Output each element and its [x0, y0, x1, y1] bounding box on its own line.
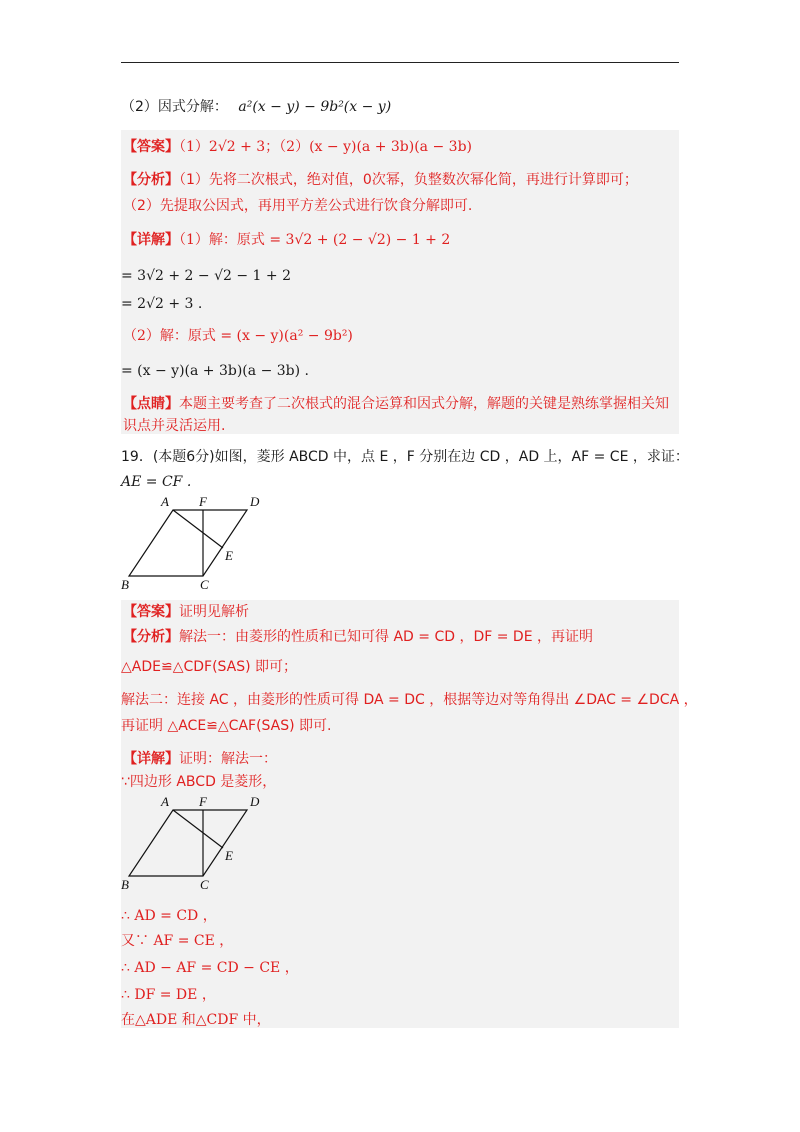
- q2-line: [121, 97, 391, 117]
- analysis-2-text4: 再证明 △ACE≌△CAF(SAS) 即可.: [121, 718, 332, 734]
- analysis-1-tag: 【分析】: [123, 172, 179, 188]
- comment-1-tag: 【点睛】: [123, 396, 179, 412]
- label-b-2: B: [121, 877, 129, 892]
- answer-2-line: [123, 602, 249, 622]
- answer-2-text: 证明见解析: [179, 604, 249, 620]
- detail-2-text2: ∵四边形 ABCD 是菱形，: [121, 774, 277, 790]
- q2-expression: a²(x − y) − 9b²(x − y): [238, 99, 392, 115]
- detail-1-text3: = 2√2 + 3 .: [121, 296, 203, 312]
- label-e: E: [225, 548, 233, 563]
- label-a: A: [161, 494, 169, 509]
- detail-2-line1: [123, 749, 277, 769]
- analysis-2-line1: [123, 627, 593, 647]
- label-a-2: A: [161, 794, 169, 809]
- detail-1-text5: = (x − y)(a + 3b)(a − 3b) .: [121, 363, 309, 379]
- comment-1-text2: 识点并灵活运用.: [123, 418, 226, 434]
- label-e-2: E: [225, 848, 233, 863]
- comment-1-text1: 本题主要考查了二次根式的混合运算和因式分解，解题的关键是熟练掌握相关知: [179, 396, 669, 412]
- analysis-1-text2: （2）先提取公因式，再用平方差公式进行饮食分解即可.: [123, 198, 473, 214]
- answer-2-tag: 【答案】: [123, 604, 179, 620]
- label-d-2: D: [250, 794, 260, 809]
- label-f: F: [199, 494, 207, 509]
- analysis-2-text2: △ADE≌△CDF(SAS) 即可；: [121, 659, 298, 675]
- label-d: D: [250, 494, 260, 509]
- detail-1-text2: = 3√2 + 2 − √2 − 1 + 2: [121, 268, 291, 284]
- answer-1-line: [123, 137, 472, 157]
- rhombus-abcd: [129, 510, 247, 576]
- detail-2-tag: 【详解】: [123, 751, 179, 767]
- detail-1-line1: [123, 230, 450, 250]
- q19-line2: AE = CF .: [121, 474, 192, 490]
- rhombus-abcd-2: [129, 810, 247, 876]
- segment-ae-2: [173, 810, 223, 848]
- comment-1-line1: [123, 394, 669, 414]
- answer-1-text: （1）2√2 + 3；（2）(x − y)(a + 3b)(a − 3b): [179, 139, 472, 155]
- detail-1-text4: （2）解：原式 = (x − y)(a² − 9b²): [123, 328, 353, 344]
- detail-2-text4: 又∵ AF = CE ，: [121, 933, 234, 949]
- detail-2-text6: ∴ DF = DE ，: [121, 987, 216, 1003]
- analysis-1-text1: （1）先将二次根式，绝对值，0次幂，负整数次幂化简，再进行计算即可；: [179, 172, 638, 188]
- q2-label: （2）因式分解：: [121, 99, 228, 115]
- header-rule: [121, 62, 679, 63]
- detail-2-text5: ∴ AD − AF = CD − CE ，: [121, 960, 299, 976]
- answer-1-tag: 【答案】: [123, 139, 179, 155]
- label-f-2: F: [199, 794, 207, 809]
- detail-1-tag: 【详解】: [123, 232, 179, 248]
- detail-2-text1: 证明：解法一：: [179, 751, 277, 767]
- analysis-1-line1: [123, 170, 638, 190]
- rhombus-figure-2: [115, 792, 275, 894]
- q19-line1: 19．(本题6分)如图，菱形 ABCD 中，点 E ，F 分别在边 CD ，AD 上，AF = CE ，求证：: [121, 449, 689, 465]
- label-c-2: C: [200, 877, 209, 892]
- detail-2-text7: 在△ADE 和△CDF 中，: [121, 1012, 271, 1028]
- detail-2-text3: ∴ AD = CD ，: [121, 908, 217, 924]
- analysis-2-text1: 解法一：由菱形的性质和已知可得 AD = CD ，DF = DE ，再证明: [179, 629, 593, 645]
- rhombus-figure-1: [115, 492, 275, 594]
- segment-ae: [173, 510, 223, 548]
- analysis-2-tag: 【分析】: [123, 629, 179, 645]
- label-b: B: [121, 577, 129, 592]
- analysis-2-text3: 解法二：连接 AC ，由菱形的性质可得 DA = DC ，根据等边对等角得出 ∠DAC = ∠DCA ，: [121, 692, 698, 708]
- label-c: C: [200, 577, 209, 592]
- detail-1-text1: （1）解：原式 = 3√2 + (2 − √2) − 1 + 2: [179, 232, 451, 248]
